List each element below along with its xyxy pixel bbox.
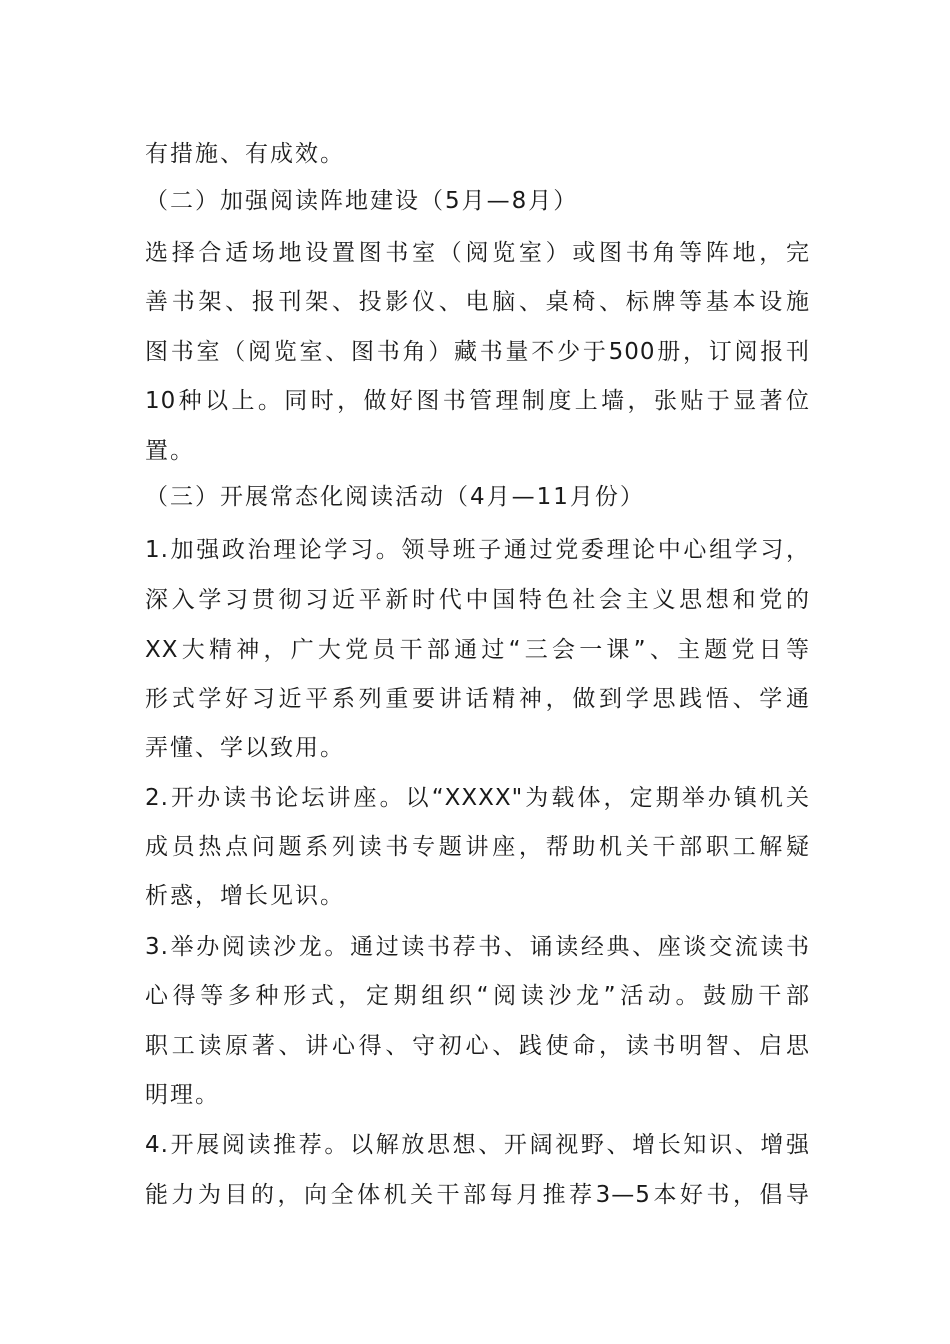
paragraph-line: 深入学习贯彻习近平新时代中国特色社会主义思想和党的 — [145, 587, 810, 613]
paragraph-line: 能力为目的，向全体机关干部每月推荐3—5本好书，倡导 — [145, 1182, 810, 1208]
paragraph-line: 成员热点问题系列读书专题讲座，帮助机关干部职工解疑 — [145, 834, 810, 860]
paragraph-line: 选择合适场地设置图书室（阅览室）或图书角等阵地，完 — [145, 240, 810, 266]
paragraph-line: 弄懂、学以致用。 — [145, 735, 345, 761]
section-heading: （三）开展常态化阅读活动（4月—11月份） — [145, 484, 645, 510]
paragraph-line: 3.举办阅读沙龙。通过读书荐书、诵读经典、座谈交流读书 — [145, 934, 810, 960]
paragraph-line: 图书室（阅览室、图书角）藏书量不少于500册，订阅报刊 — [145, 339, 810, 365]
section-heading: （二）加强阅读阵地建设（5月—8月） — [145, 188, 579, 214]
paragraph-line: 明理。 — [145, 1082, 220, 1108]
paragraph-line: XX大精神，广大党员干部通过“三会一课”、主题党日等 — [145, 637, 810, 663]
paragraph-line: 善书架、报刊架、投影仪、电脑、桌椅、标牌等基本设施 — [145, 289, 810, 315]
paragraph-line: 职工读原著、讲心得、守初心、践使命，读书明智、启思 — [145, 1033, 810, 1059]
paragraph-line: 1.加强政治理论学习。领导班子通过党委理论中心组学习， — [145, 537, 810, 563]
paragraph-line: 置。 — [145, 438, 195, 464]
paragraph-line: 形式学好习近平系列重要讲话精神，做到学思践悟、学通 — [145, 686, 810, 712]
paragraph-line: 有措施、有成效。 — [145, 141, 345, 167]
paragraph-line: 心得等多种形式，定期组织“阅读沙龙”活动。鼓励干部 — [145, 983, 810, 1009]
paragraph-line: 2.开办读书论坛讲座。以“XXXX"为载体，定期举办镇机关 — [145, 785, 810, 811]
paragraph-line: 析惑，增长见识。 — [145, 883, 345, 909]
paragraph-line: 10种以上。同时，做好图书管理制度上墙，张贴于显著位 — [145, 388, 810, 414]
paragraph-line: 4.开展阅读推荐。以解放思想、开阔视野、增长知识、增强 — [145, 1132, 810, 1158]
